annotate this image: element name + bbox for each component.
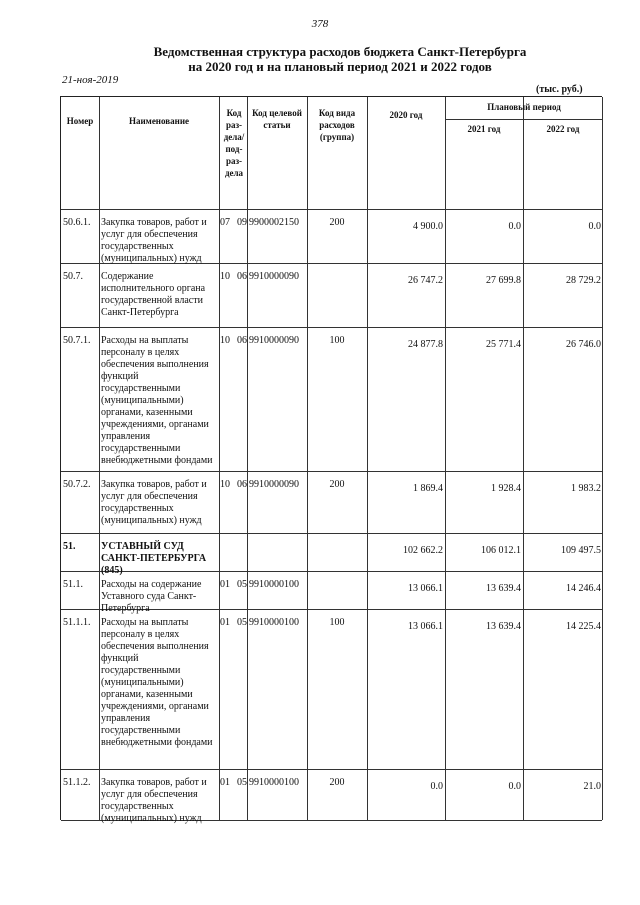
title-line-2: на 2020 год и на плановый период 2021 и 2022 годов [188, 59, 492, 74]
header-section: Код раз- дела/ под- раз- дела [223, 108, 245, 178]
row-7-sub: 05 [237, 617, 247, 628]
row-3-v2020: 24 877.8 [408, 339, 443, 350]
header-2020: 2020 год [389, 110, 423, 120]
row-5-num: 51. [63, 541, 76, 552]
title-line-1: Ведомственная структура расходов бюджета Санкт-Петербурга [153, 44, 527, 59]
row-8-v2020: 0.0 [430, 781, 443, 792]
row-8-target: 9910000100 [249, 777, 299, 788]
row-1-sub: 09 [237, 217, 247, 228]
row-3-sub: 06 [237, 335, 247, 346]
row-4-target: 9910000090 [249, 479, 299, 490]
row-6-v2020: 13 066.1 [408, 583, 443, 594]
row-8-v2021: 0.0 [508, 781, 521, 792]
row-5-v2021: 106 012.1 [481, 545, 521, 556]
row-7-target: 9910000100 [249, 617, 299, 628]
row-8-type: 200 [329, 777, 345, 788]
row-5-v2020: 102 662.2 [403, 545, 443, 556]
units-label: (тыс. руб.) [536, 84, 583, 95]
header-target: Код целевой статьи [252, 108, 302, 130]
row-7-v2021: 13 639.4 [486, 621, 521, 632]
row-6-v2021: 13 639.4 [486, 583, 521, 594]
row-2-target: 9910000090 [249, 271, 299, 282]
row-1-num: 50.6.1. [63, 217, 91, 228]
row-4-num: 50.7.2. [63, 479, 91, 490]
row-7-num: 51.1.1. [63, 617, 91, 628]
row-8-sub: 05 [237, 777, 247, 788]
row-2-v2020: 26 747.2 [408, 275, 443, 286]
row-7-v2020: 13 066.1 [408, 621, 443, 632]
row-7-type: 100 [329, 617, 345, 628]
row-5-v2022: 109 497.5 [561, 545, 601, 556]
row-2-sec: 10 [220, 271, 230, 282]
row-1-v2022: 0.0 [588, 221, 601, 232]
row-2-v2022: 28 729.2 [566, 275, 601, 286]
document-date: 21-ноя-2019 [62, 74, 119, 86]
row-4-sub: 06 [237, 479, 247, 490]
row-4-v2022: 1 983.2 [571, 483, 601, 494]
row-4-sec: 10 [220, 479, 230, 490]
row-6-sub: 05 [237, 579, 247, 590]
row-3-type: 100 [329, 335, 345, 346]
row-3-num: 50.7.1. [63, 335, 91, 346]
header-number: Номер [66, 116, 94, 126]
row-1-v2020: 4 900.0 [413, 221, 443, 232]
row-3-sec: 10 [220, 335, 230, 346]
row-2-name: Содержание исполнительного органа государственной власти Санкт-Петербурга [101, 271, 206, 318]
row-7-sec: 01 [220, 617, 230, 628]
row-7-v2022: 14 225.4 [566, 621, 601, 632]
row-2-num: 50.7. [63, 271, 83, 282]
header-2021: 2021 год [467, 124, 501, 134]
row-2-v2021: 27 699.8 [486, 275, 521, 286]
row-8-sec: 01 [220, 777, 230, 788]
row-4-type: 200 [329, 479, 345, 490]
header-expense-type: Код вида расходов (группа) [318, 108, 356, 142]
row-8-v2022: 21.0 [583, 781, 601, 792]
row-3-v2022: 26 746.0 [566, 339, 601, 350]
row-6-target: 9910000100 [249, 579, 299, 590]
budget-table [60, 96, 602, 824]
row-4-name: Закупка товаров, работ и услуг для обеспечения государственных (муниципальных) нужд [101, 479, 207, 526]
row-3-name: Расходы на выплаты персоналу в целях обеспечения выполнения функций государственными (муниципальными) органами, казенными учреждениями, органами управления государственными внебюджетными фондами [101, 335, 213, 466]
row-6-num: 51.1. [63, 579, 83, 590]
row-1-sec: 07 [220, 217, 230, 228]
row-5-name: УСТАВНЫЙ СУД САНКТ-ПЕТЕРБУРГА (845) [101, 541, 207, 576]
page-number: 378 [311, 18, 329, 30]
row-3-v2021: 25 771.4 [486, 339, 521, 350]
row-4-v2020: 1 869.4 [413, 483, 443, 494]
header-planned-period: Плановый период [487, 102, 561, 112]
row-6-sec: 01 [220, 579, 230, 590]
row-1-target: 9900002150 [249, 217, 299, 228]
row-1-name: Закупка товаров, работ и услуг для обеспечения государственных (муниципальных) нужд [101, 217, 207, 264]
row-7-name: Расходы на выплаты персоналу в целях обеспечения выполнения функций государственными (муниципальными) органами, казенными учреждениями, органами управления государственными внебюджетными фондами [101, 617, 213, 748]
document-title [60, 44, 620, 74]
row-8-num: 51.1.2. [63, 777, 91, 788]
row-6-v2022: 14 246.4 [566, 583, 601, 594]
row-1-type: 200 [329, 217, 345, 228]
row-1-v2021: 0.0 [508, 221, 521, 232]
header-2022: 2022 год [546, 124, 580, 134]
row-6-name: Расходы на содержание Уставного суда Санкт-Петербурга [101, 579, 202, 614]
row-8-name: Закупка товаров, работ и услуг для обеспечения государственных (муниципальных) нужд [101, 777, 207, 824]
row-2-sub: 06 [237, 271, 247, 282]
row-3-target: 9910000090 [249, 335, 299, 346]
header-name: Наименование [129, 116, 189, 126]
row-4-v2021: 1 928.4 [491, 483, 521, 494]
